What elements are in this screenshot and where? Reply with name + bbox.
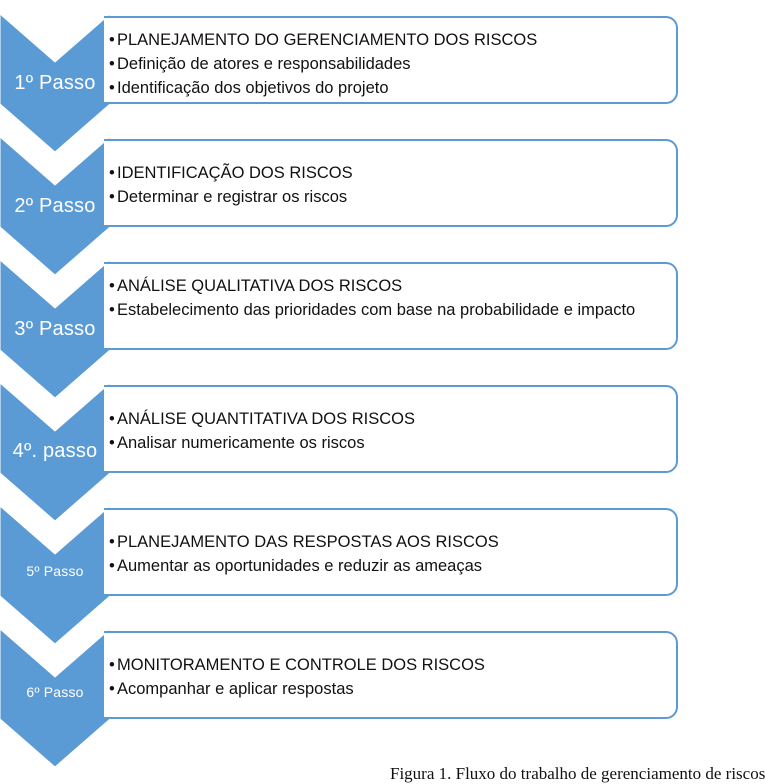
step-label: 1º Passo [14, 72, 96, 94]
step-label: 6º Passo [26, 684, 84, 700]
step-item-text: Determinar e registrar os riscos [117, 188, 348, 206]
step-box-6 [104, 631, 678, 719]
step-item-text: Definição de atores e responsabilidades [117, 55, 411, 73]
step-box-5 [104, 508, 678, 596]
step-heading [104, 161, 676, 185]
step-item-list [104, 161, 676, 209]
step-label: 5º Passo [26, 563, 84, 579]
step-item-text: ANÁLISE QUANTITATIVA DOS RISCOS [117, 410, 415, 428]
figure-caption: Figura 1. Fluxo do trabalho de gerenciamento de riscos [390, 764, 765, 783]
step-heading [104, 530, 676, 554]
bullet-icon: • [109, 55, 115, 73]
bullet-icon: • [109, 277, 115, 295]
step-heading [104, 28, 676, 52]
step-detail [104, 76, 676, 100]
step-label: 3º Passo [14, 318, 96, 340]
step-label: 2º Passo [14, 195, 96, 217]
step-item-text: Aumentar as oportunidades e reduzir as ameaças [117, 557, 483, 575]
bullet-icon: • [109, 79, 115, 97]
step-box-3 [104, 262, 678, 350]
step-item-text: IDENTIFICAÇÃO DOS RISCOS [117, 164, 353, 182]
step-item-text: ANÁLISE QUALITATIVA DOS RISCOS [117, 277, 403, 295]
step-item-text: Estabelecimento das prioridades com base na probabilidade e impacto [117, 301, 636, 319]
bullet-icon: • [109, 533, 115, 551]
bullet-icon: • [109, 557, 115, 575]
step-detail [104, 431, 676, 455]
step-detail [104, 298, 676, 322]
step-label: 4º. passo [12, 440, 98, 462]
bullet-icon: • [109, 188, 115, 206]
bullet-icon: • [109, 434, 115, 452]
step-detail [104, 52, 676, 76]
step-box-4 [104, 385, 678, 473]
step-box-2 [104, 139, 678, 227]
step-item-list [104, 653, 676, 701]
step-item-list [104, 530, 676, 578]
step-item-text: PLANEJAMENTO DAS RESPOSTAS AOS RISCOS [117, 533, 499, 551]
step-item-list [104, 28, 676, 100]
bullet-icon: • [109, 680, 115, 698]
step-item-text: Identificação dos objetivos do projeto [117, 79, 389, 97]
step-item-list [104, 407, 676, 455]
step-heading [104, 407, 676, 431]
bullet-icon: • [109, 31, 115, 49]
step-heading [104, 274, 676, 298]
step-detail [104, 554, 676, 578]
step-detail [104, 677, 676, 701]
step-item-text: MONITORAMENTO E CONTROLE DOS RISCOS [117, 656, 485, 674]
step-item-list [104, 274, 676, 322]
bullet-icon: • [109, 410, 115, 428]
step-detail [104, 185, 676, 209]
bullet-icon: • [109, 301, 115, 319]
step-item-text: Acompanhar e aplicar respostas [117, 680, 354, 698]
bullet-icon: • [109, 656, 115, 674]
step-item-text: Analisar numericamente os riscos [117, 434, 365, 452]
step-item-text: PLANEJAMENTO DO GERENCIAMENTO DOS RISCOS [117, 31, 538, 49]
step-box-1 [104, 16, 678, 104]
bullet-icon: • [109, 164, 115, 182]
step-heading [104, 653, 676, 677]
